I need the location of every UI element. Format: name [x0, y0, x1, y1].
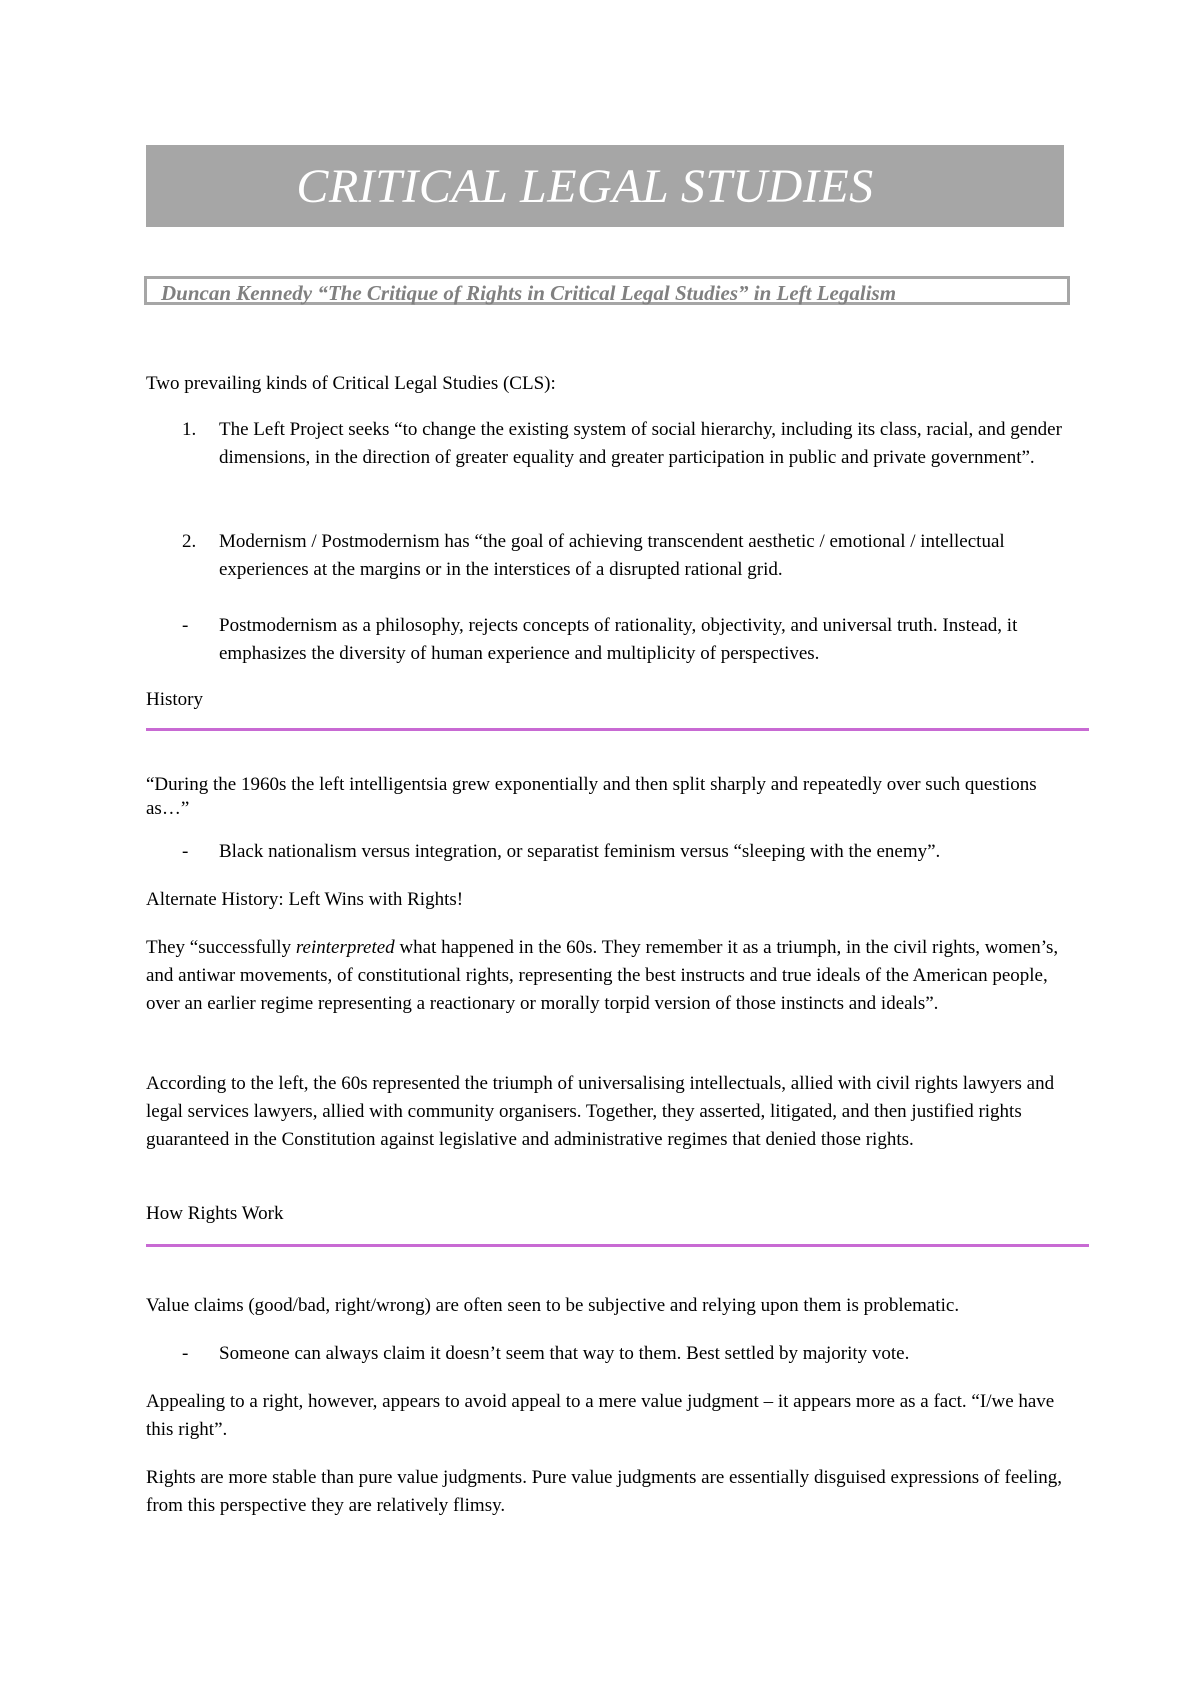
- list-item: The Left Project seeks “to change the existing system of social hierarchy, including its class, racial, and gender dimensions, in the direction of greater equality and greater participation in public and private government”.: [219, 419, 1062, 468]
- history-paragraph: [146, 934, 1066, 1018]
- title-banner: [146, 145, 1064, 227]
- list-marker: -: [182, 841, 189, 862]
- subtitle-box: [144, 276, 1070, 305]
- list-marker: -: [182, 1343, 189, 1364]
- rights-paragraph: Appealing to a right, however, appears to avoid appeal to a mere value judgment – it appears more as a fact. “I/we have this right”.: [146, 1391, 1055, 1440]
- page-subtitle: Duncan Kennedy “The Critique of Rights in Critical Legal Studies” in Left Legalism: [161, 281, 897, 305]
- alternate-history-heading: Alternate History: Left Wins with Rights!: [146, 889, 464, 910]
- rights-paragraph: Value claims (good/bad, right/wrong) are often seen to be subjective and relying upon them is problematic.: [146, 1295, 960, 1316]
- list-marker: 2.: [182, 531, 197, 552]
- intro-paragraph: Two prevailing kinds of Critical Legal Studies (CLS):: [146, 373, 556, 394]
- list-marker: -: [182, 615, 189, 636]
- history-paragraph: According to the left, the 60s represented the triumph of universalising intellectuals, allied with civil rights lawyers and legal services lawyers, allied with community organisers. Together, they asserted, litigated, and then justified rights guaranteed in the Constitution against legislative and administrative regimes that denied those rights.: [146, 1073, 1055, 1150]
- section-heading-rights: How Rights Work: [146, 1203, 284, 1224]
- text-run: what happened in the 60s. They remember it as a triumph, in the civil rights, women’s, and antiwar movements, of constitutional rights, representing the best instructs and true ideals of the American people, over an earlier regime representing a reactionary or morally torpid version of those instincts and ideals”.: [146, 937, 1059, 1014]
- rights-paragraph: Rights are more stable than pure value judgments. Pure value judgments are essentially disguised expressions of feeling, from this perspective they are relatively flimsy.: [146, 1467, 1062, 1516]
- section-heading-history: History: [146, 689, 203, 710]
- list-item: Black nationalism versus integration, or separatist feminism versus “sleeping with the enemy”.: [219, 841, 941, 862]
- list-marker: 1.: [182, 419, 197, 440]
- list-item: Modernism / Postmodernism has “the goal of achieving transcendent aesthetic / emotional / intellectual experiences at the margins or in the interstices of a disrupted rational grid.: [219, 531, 1005, 580]
- history-quote: “During the 1960s the left intelligentsia grew exponentially and then split sharply and repeatedly over such questions as…”: [146, 774, 1037, 819]
- section-divider: [146, 728, 1089, 731]
- section-divider: [146, 1244, 1089, 1247]
- list-item: Someone can always claim it doesn’t seem that way to them. Best settled by majority vote.: [219, 1343, 910, 1364]
- list-item: Postmodernism as a philosophy, rejects concepts of rationality, objectivity, and universal truth. Instead, it emphasizes the diversity of human experience and multiplicity of perspectives.: [219, 615, 1018, 664]
- text-run: They “successfully: [146, 937, 296, 958]
- emphasis-text: reinterpreted: [295, 937, 395, 958]
- page-title: CRITICAL LEGAL STUDIES: [296, 160, 874, 213]
